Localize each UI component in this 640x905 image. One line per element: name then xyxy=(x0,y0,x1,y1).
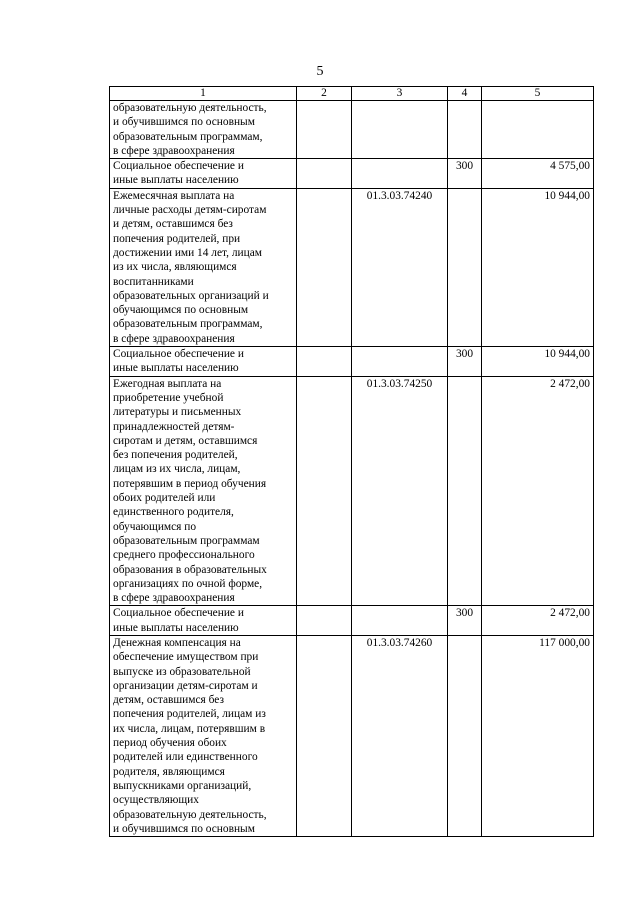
row-name-cell: Денежная компенсация на обеспечение имуществом при выпуске из образовательной организации детям-сиротам и детям, оставшимся без попечения родителей, лицам из их числа, лицам, потерявшим в период обучения обоих родителей или единственного родителя, являющимся выпускниками организаций, осуществляющих образовательную деятельность, и обучившимся по основным xyxy=(110,635,297,836)
row-name-cell: Социальное обеспечение и иные выплаты населению xyxy=(110,606,297,636)
row-name-cell: Социальное обеспечение и иные выплаты населению xyxy=(110,347,297,377)
row-sum-cell: 117 000,00 xyxy=(482,635,594,836)
row-col2-cell xyxy=(297,188,352,346)
row-code-cell xyxy=(352,347,448,377)
row-name-cell: Социальное обеспечение и иные выплаты населению xyxy=(110,159,297,189)
table-row xyxy=(110,635,594,836)
row-code-cell xyxy=(352,159,448,189)
row-name-cell: образовательную деятельность, и обучившимся по основным образовательным программам, в сфере здравоохранения xyxy=(110,101,297,159)
table-row xyxy=(110,347,594,377)
row-vr-cell xyxy=(448,101,482,159)
row-vr-cell xyxy=(448,188,482,346)
table-row xyxy=(110,159,594,189)
table-row xyxy=(110,606,594,636)
page-number: 5 xyxy=(316,64,324,79)
row-sum-cell: 10 944,00 xyxy=(482,347,594,377)
row-sum-cell: 10 944,00 xyxy=(482,188,594,346)
table-row xyxy=(110,188,594,346)
row-col2-cell xyxy=(297,159,352,189)
row-vr-cell: 300 xyxy=(448,159,482,189)
row-sum-cell: 2 472,00 xyxy=(482,376,594,606)
row-name-cell: Ежегодная выплата на приобретение учебной литературы и письменных принадлежностей детям- сиротам и детям, оставшимся без попечения родителей, лицам из их числа, лицам, потерявшим в период обучения обоих родителей или единственного родителя, обучающимся по образовательным программам среднего профессионального образования в образовательных организациях по очной форме, в сфере здравоохранения xyxy=(110,376,297,606)
row-vr-cell: 300 xyxy=(448,347,482,377)
row-col2-cell xyxy=(297,606,352,636)
row-col2-cell xyxy=(297,101,352,159)
column-header-4: 4 xyxy=(448,87,482,101)
column-header-2: 2 xyxy=(297,87,352,101)
row-col2-cell xyxy=(297,376,352,606)
row-code-cell: 01.3.03.74250 xyxy=(352,376,448,606)
column-header-1: 1 xyxy=(110,87,297,101)
row-code-cell: 01.3.03.74260 xyxy=(352,635,448,836)
row-vr-cell: 300 xyxy=(448,606,482,636)
row-vr-cell xyxy=(448,635,482,836)
row-sum-cell xyxy=(482,101,594,159)
row-code-cell: 01.3.03.74240 xyxy=(352,188,448,346)
table-row xyxy=(110,101,594,159)
row-sum-cell: 2 472,00 xyxy=(482,606,594,636)
table-header-row xyxy=(110,87,594,101)
row-code-cell xyxy=(352,101,448,159)
column-header-3: 3 xyxy=(352,87,448,101)
row-col2-cell xyxy=(297,347,352,377)
budget-table xyxy=(109,86,594,837)
table-row xyxy=(110,376,594,606)
row-col2-cell xyxy=(297,635,352,836)
row-name-cell: Ежемесячная выплата на личные расходы детям-сиротам и детям, оставшимся без попечения родителей, при достижении ими 14 лет, лицам из их числа, являющимся воспитанниками образовательных организаций и обучающимся по основным образовательным программам, в сфере здравоохранения xyxy=(110,188,297,346)
column-header-5: 5 xyxy=(482,87,594,101)
row-code-cell xyxy=(352,606,448,636)
row-vr-cell xyxy=(448,376,482,606)
row-sum-cell: 4 575,00 xyxy=(482,159,594,189)
